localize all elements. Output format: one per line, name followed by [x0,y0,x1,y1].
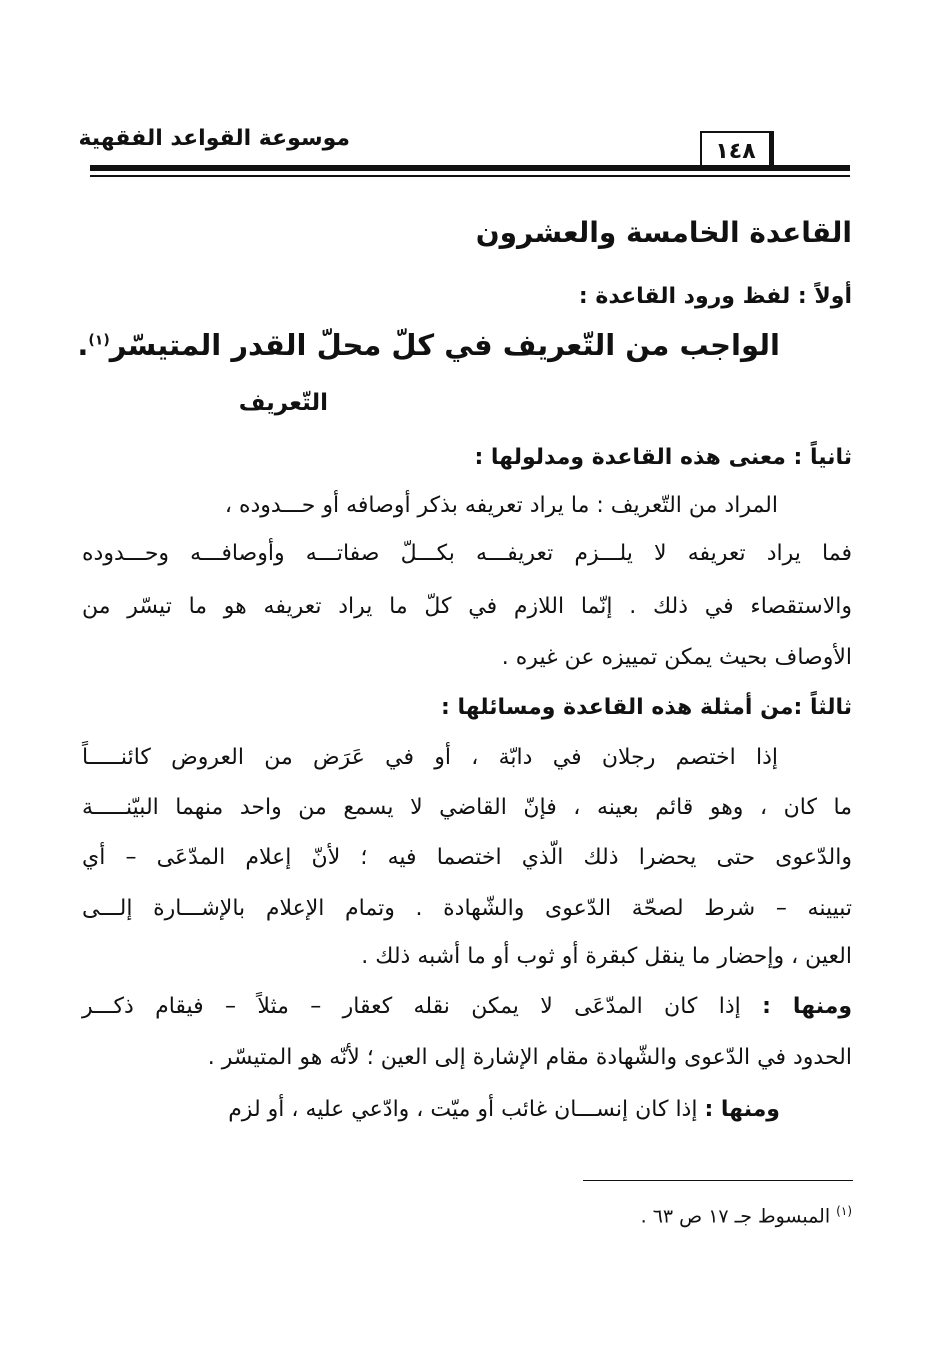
footnote-text: المبسوط جـ ١٧ ص ٦٣ . [640,1205,831,1228]
footnote-marker: (١) [836,1204,852,1218]
example2-first-line [82,994,852,1019]
example2-lead: ومنها : [762,994,852,1019]
example2-line-1: إذا كان المدّعَى لا يمكن نقله كعقار – مثلاً – فيقام ذكـــر [82,994,741,1019]
section3-heading: ثالثاً :من أمثلة هذه القاعدة ومسائلها : [441,695,852,720]
section1-heading: أولاً : لفظ ورود القاعدة : [578,284,852,309]
section3-line-5: العين ، وإحضار ما ينقل كبقرة أو ثوب أو ما أشبه ذلك . [361,944,852,969]
header-rule-thick [90,165,850,171]
section2-line-3: والاستقصاء في ذلك . إنّما اللازم في كلّ ما يراد تعريفه هو ما تيسّر من [82,594,852,619]
section3-line-4: تبيينه – شرط لصحّة الدّعوى والشّهادة . وتمام الإعلام بالإشـــارة إلـــى [82,896,852,921]
book-title: موسوعة القواعد الفقهية [78,126,350,151]
maxim-text [77,328,780,362]
maxim-period: . [77,328,89,362]
section2-line-1: المراد من التّعريف : ما يراد تعريفه بذكر أوصافه أو حـــدوده ، [224,493,778,518]
page-number: ١٤٨ [715,138,756,164]
maxim-footnote-marker: (١) [88,332,110,349]
example3-line [228,1097,780,1122]
section2-line-2: فما يراد تعريفه لا يلـــزم تعريفـــه بكـــلّ صفاتـــه وأوصافـــه وحـــدوده [82,541,852,566]
footnote-rule [583,1180,853,1181]
rule-heading: القاعدة الخامسة والعشرون [475,216,852,249]
example3-text: إذا كان إنســـان غائب أو ميّت ، وادّعي عليه ، أو لزم [228,1097,698,1122]
section3-line-2: ما كان ، وهو قائم بعينه ، فإنّ القاضي لا يسمع من واحد منهما البيّنـــــة [82,795,852,820]
example2-line-2: الحدود في الدّعوى والشّهادة مقام الإشارة إلى العين ؛ لأنّه هو المتيسّر . [207,1045,852,1070]
maxim: الواجب من التّعريف في كلّ محلّ القدر المتيسّر [109,328,780,362]
header-rule-thin [90,175,850,177]
example3-lead: ومنها : [704,1097,780,1122]
section2-heading: ثانياً : معنى هذه القاعدة ومدلولها : [474,445,852,470]
section3-line-1: إذا اختصم رجلان في دابّة ، أو في عَرَض من العروض كائنـــــاً [82,745,778,770]
section2-line-4: الأوصاف بحيث يمكن تمييزه عن غيره . [501,645,852,670]
section3-line-3: والدّعوى حتى يحضرا ذلك الّذي اختصما فيه ؛ لأنّ إعلام المدّعَى – أي [82,845,852,870]
keyword: التّعريف [238,390,328,416]
footnote [641,1204,852,1227]
